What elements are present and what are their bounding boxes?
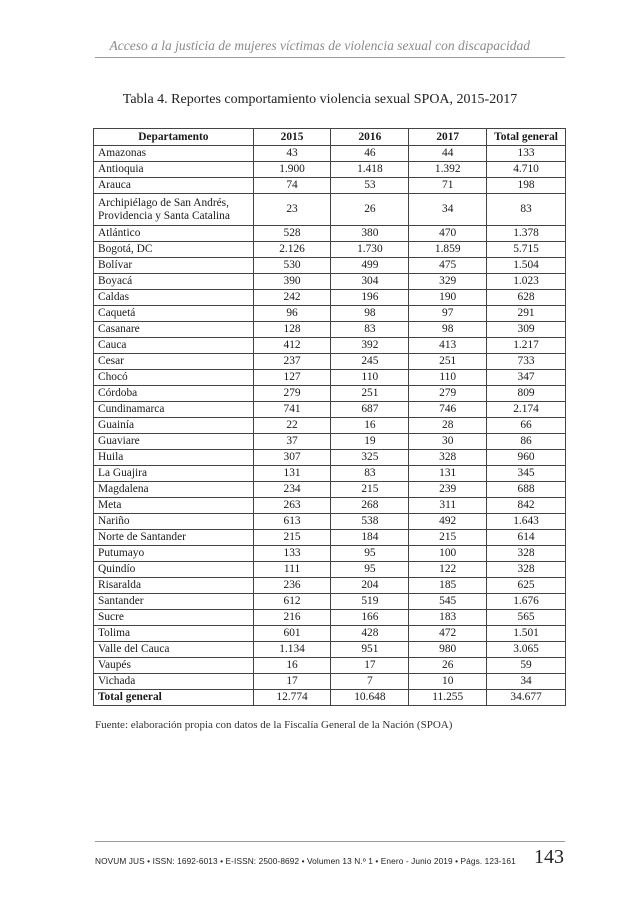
cell-value-2017: 239 <box>409 482 487 498</box>
cell-value-total: 86 <box>487 434 566 450</box>
table-row <box>94 258 566 274</box>
cell-departamento: Cauca <box>94 338 254 354</box>
total-2016: 10.648 <box>331 690 409 706</box>
table-row <box>94 450 566 466</box>
cell-value-total: 1.643 <box>487 514 566 530</box>
cell-value-2015: 601 <box>253 626 331 642</box>
cell-value-2016: 392 <box>331 338 409 354</box>
cell-value-total: 2.174 <box>487 402 566 418</box>
cell-value-2017: 110 <box>409 370 487 386</box>
cell-value-2017: 71 <box>409 178 487 194</box>
cell-departamento: La Guajira <box>94 466 254 482</box>
cell-value-2015: 127 <box>253 370 331 386</box>
cell-value-total: 809 <box>487 386 566 402</box>
cell-value-2015: 612 <box>253 594 331 610</box>
cell-value-2015: 1.134 <box>253 642 331 658</box>
cell-value-2017: 746 <box>409 402 487 418</box>
cell-value-2017: 329 <box>409 274 487 290</box>
cell-value-2015: 128 <box>253 322 331 338</box>
cell-value-2016: 519 <box>331 594 409 610</box>
cell-departamento: Boyacá <box>94 274 254 290</box>
cell-value-2017: 1.859 <box>409 242 487 258</box>
cell-departamento: Atlántico <box>94 226 254 242</box>
cell-value-2017: 251 <box>409 354 487 370</box>
cell-departamento: Chocó <box>94 370 254 386</box>
cell-departamento: Magdalena <box>94 482 254 498</box>
cell-value-total: 1.378 <box>487 226 566 242</box>
cell-value-total: 83 <box>487 194 566 226</box>
cell-value-2017: 28 <box>409 418 487 434</box>
cell-value-2016: 83 <box>331 322 409 338</box>
cell-value-2016: 251 <box>331 386 409 402</box>
cell-value-total: 565 <box>487 610 566 626</box>
cell-value-2017: 279 <box>409 386 487 402</box>
cell-value-2015: 236 <box>253 578 331 594</box>
table-row <box>94 194 566 226</box>
cell-value-total: 1.676 <box>487 594 566 610</box>
cell-value-2016: 46 <box>331 146 409 162</box>
cell-value-2017: 980 <box>409 642 487 658</box>
cell-departamento: Caquetá <box>94 306 254 322</box>
cell-value-2015: 133 <box>253 546 331 562</box>
table-row <box>94 562 566 578</box>
cell-departamento: Risaralda <box>94 578 254 594</box>
cell-value-total: 688 <box>487 482 566 498</box>
cell-value-2015: 242 <box>253 290 331 306</box>
cell-value-2015: 530 <box>253 258 331 274</box>
table-row <box>94 658 566 674</box>
cell-value-2016: 95 <box>331 562 409 578</box>
cell-value-2015: 216 <box>253 610 331 626</box>
total-2015: 12.774 <box>253 690 331 706</box>
cell-value-2015: 1.900 <box>253 162 331 178</box>
cell-value-2017: 492 <box>409 514 487 530</box>
cell-departamento: Sucre <box>94 610 254 626</box>
cell-value-2017: 545 <box>409 594 487 610</box>
cell-value-2015: 234 <box>253 482 331 498</box>
cell-value-2016: 1.730 <box>331 242 409 258</box>
table-row <box>94 610 566 626</box>
cell-departamento: Putumayo <box>94 546 254 562</box>
cell-value-2017: 183 <box>409 610 487 626</box>
cell-departamento: Amazonas <box>94 146 254 162</box>
cell-value-2015: 279 <box>253 386 331 402</box>
cell-value-total: 309 <box>487 322 566 338</box>
table-row <box>94 530 566 546</box>
cell-value-2016: 166 <box>331 610 409 626</box>
table-header-row <box>94 129 566 146</box>
header-departamento: Departamento <box>94 129 254 146</box>
total-general: 34.677 <box>487 690 566 706</box>
table-row <box>94 578 566 594</box>
cell-value-2015: 2.126 <box>253 242 331 258</box>
page-number: 143 <box>534 846 564 868</box>
cell-value-total: 345 <box>487 466 566 482</box>
cell-value-total: 34 <box>487 674 566 690</box>
cell-departamento: Guaviare <box>94 434 254 450</box>
cell-value-2015: 74 <box>253 178 331 194</box>
cell-departamento: Huila <box>94 450 254 466</box>
cell-value-2016: 951 <box>331 642 409 658</box>
cell-value-2017: 10 <box>409 674 487 690</box>
total-row <box>94 690 566 706</box>
cell-value-total: 198 <box>487 178 566 194</box>
running-head: Acceso a la justicia de mujeres víctimas de violencia sexual con discapacidad <box>109 38 530 53</box>
cell-value-2016: 428 <box>331 626 409 642</box>
cell-departamento: Córdoba <box>94 386 254 402</box>
cell-value-2017: 98 <box>409 322 487 338</box>
cell-value-2015: 237 <box>253 354 331 370</box>
table-row <box>94 370 566 386</box>
cell-value-2017: 472 <box>409 626 487 642</box>
cell-value-total: 1.504 <box>487 258 566 274</box>
cell-value-total: 328 <box>487 546 566 562</box>
table-caption: Tabla 4. Reportes comportamiento violencia sexual SPOA, 2015-2017 <box>122 92 518 107</box>
cell-departamento: Tolima <box>94 626 254 642</box>
cell-value-2017: 311 <box>409 498 487 514</box>
cell-departamento: Antioquia <box>94 162 254 178</box>
cell-value-2015: 111 <box>253 562 331 578</box>
table-row <box>94 546 566 562</box>
cell-value-2017: 185 <box>409 578 487 594</box>
cell-value-2017: 34 <box>409 194 487 226</box>
table-row <box>94 146 566 162</box>
table-row <box>94 514 566 530</box>
cell-departamento: Bolívar <box>94 258 254 274</box>
table-row <box>94 466 566 482</box>
table-row <box>94 242 566 258</box>
cell-value-2016: 98 <box>331 306 409 322</box>
table-row <box>94 386 566 402</box>
cell-value-2017: 475 <box>409 258 487 274</box>
cell-departamento: Bogotá, DC <box>94 242 254 258</box>
cell-value-2015: 23 <box>253 194 331 226</box>
cell-departamento: Caldas <box>94 290 254 306</box>
header-total: Total general <box>487 129 566 146</box>
cell-departamento: Vichada <box>94 674 254 690</box>
cell-value-total: 1.217 <box>487 338 566 354</box>
data-table <box>93 128 566 706</box>
cell-value-2016: 215 <box>331 482 409 498</box>
table-row <box>94 642 566 658</box>
cell-departamento: Arauca <box>94 178 254 194</box>
cell-value-total: 1.023 <box>487 274 566 290</box>
cell-value-2015: 263 <box>253 498 331 514</box>
cell-value-2016: 196 <box>331 290 409 306</box>
total-label: Total general <box>94 690 254 706</box>
cell-value-2016: 499 <box>331 258 409 274</box>
table-row <box>94 626 566 642</box>
footer-rule <box>95 841 565 842</box>
header-2016: 2016 <box>331 129 409 146</box>
table-row <box>94 162 566 178</box>
cell-value-2015: 131 <box>253 466 331 482</box>
total-2017: 11.255 <box>409 690 487 706</box>
cell-value-total: 960 <box>487 450 566 466</box>
cell-value-total: 625 <box>487 578 566 594</box>
cell-value-2015: 96 <box>253 306 331 322</box>
cell-value-2015: 37 <box>253 434 331 450</box>
journal-footer: NOVUM JUS • ISSN: 1692-6013 • E-ISSN: 2500-8692 • Volumen 13 N.º 1 • Enero - Junio 2019 • Págs. 123-161 <box>95 856 516 866</box>
table-row <box>94 482 566 498</box>
table-row <box>94 434 566 450</box>
cell-value-total: 733 <box>487 354 566 370</box>
cell-value-2016: 380 <box>331 226 409 242</box>
cell-departamento: Meta <box>94 498 254 514</box>
cell-value-2016: 325 <box>331 450 409 466</box>
cell-value-2017: 470 <box>409 226 487 242</box>
cell-value-total: 291 <box>487 306 566 322</box>
cell-value-total: 4.710 <box>487 162 566 178</box>
cell-value-2017: 215 <box>409 530 487 546</box>
cell-value-2015: 22 <box>253 418 331 434</box>
cell-value-2017: 100 <box>409 546 487 562</box>
source-note: Fuente: elaboración propia con datos de la Fiscalía General de la Nación (SPOA) <box>95 719 453 731</box>
table-row <box>94 594 566 610</box>
cell-value-2015: 412 <box>253 338 331 354</box>
cell-value-2015: 741 <box>253 402 331 418</box>
header-2015: 2015 <box>253 129 331 146</box>
cell-value-total: 614 <box>487 530 566 546</box>
cell-departamento: Nariño <box>94 514 254 530</box>
cell-value-total: 842 <box>487 498 566 514</box>
table-row <box>94 290 566 306</box>
cell-departamento: Archipiélago de San Andrés, Providencia y Santa Catalina <box>94 194 254 226</box>
cell-value-2015: 528 <box>253 226 331 242</box>
cell-value-2016: 16 <box>331 418 409 434</box>
cell-value-2016: 687 <box>331 402 409 418</box>
cell-value-2016: 53 <box>331 178 409 194</box>
cell-value-2017: 122 <box>409 562 487 578</box>
cell-value-total: 628 <box>487 290 566 306</box>
cell-value-2015: 613 <box>253 514 331 530</box>
cell-departamento: Quindío <box>94 562 254 578</box>
table-row <box>94 306 566 322</box>
cell-departamento: Cesar <box>94 354 254 370</box>
cell-value-2017: 328 <box>409 450 487 466</box>
cell-value-total: 66 <box>487 418 566 434</box>
cell-value-2017: 26 <box>409 658 487 674</box>
cell-value-2015: 307 <box>253 450 331 466</box>
cell-value-total: 1.501 <box>487 626 566 642</box>
cell-value-2016: 110 <box>331 370 409 386</box>
cell-value-2016: 245 <box>331 354 409 370</box>
cell-value-total: 328 <box>487 562 566 578</box>
cell-value-total: 5.715 <box>487 242 566 258</box>
cell-value-2016: 83 <box>331 466 409 482</box>
cell-value-2017: 413 <box>409 338 487 354</box>
table-row <box>94 674 566 690</box>
table-row <box>94 498 566 514</box>
table-row <box>94 402 566 418</box>
table-row <box>94 354 566 370</box>
cell-value-2016: 538 <box>331 514 409 530</box>
cell-value-total: 133 <box>487 146 566 162</box>
table-row <box>94 338 566 354</box>
cell-value-2016: 19 <box>331 434 409 450</box>
cell-value-2015: 390 <box>253 274 331 290</box>
cell-departamento: Norte de Santander <box>94 530 254 546</box>
cell-value-2016: 95 <box>331 546 409 562</box>
header-2017: 2017 <box>409 129 487 146</box>
cell-value-total: 59 <box>487 658 566 674</box>
table-body <box>94 146 566 690</box>
cell-value-2017: 97 <box>409 306 487 322</box>
table-row <box>94 418 566 434</box>
table-row <box>94 226 566 242</box>
cell-departamento: Guainía <box>94 418 254 434</box>
cell-value-2015: 17 <box>253 674 331 690</box>
cell-departamento: Vaupés <box>94 658 254 674</box>
cell-departamento: Santander <box>94 594 254 610</box>
cell-value-2016: 184 <box>331 530 409 546</box>
cell-value-2016: 304 <box>331 274 409 290</box>
cell-value-2015: 16 <box>253 658 331 674</box>
cell-value-total: 347 <box>487 370 566 386</box>
table-row <box>94 322 566 338</box>
cell-value-2016: 1.418 <box>331 162 409 178</box>
cell-value-total: 3.065 <box>487 642 566 658</box>
cell-value-2016: 17 <box>331 658 409 674</box>
cell-value-2017: 44 <box>409 146 487 162</box>
table-row <box>94 274 566 290</box>
cell-value-2015: 43 <box>253 146 331 162</box>
header-rule <box>95 57 565 58</box>
cell-value-2015: 215 <box>253 530 331 546</box>
cell-departamento: Valle del Cauca <box>94 642 254 658</box>
cell-value-2017: 131 <box>409 466 487 482</box>
cell-value-2017: 190 <box>409 290 487 306</box>
cell-value-2016: 7 <box>331 674 409 690</box>
cell-value-2016: 204 <box>331 578 409 594</box>
cell-value-2016: 268 <box>331 498 409 514</box>
cell-value-2016: 26 <box>331 194 409 226</box>
cell-value-2017: 30 <box>409 434 487 450</box>
cell-value-2017: 1.392 <box>409 162 487 178</box>
cell-departamento: Casanare <box>94 322 254 338</box>
table-row <box>94 178 566 194</box>
cell-departamento: Cundinamarca <box>94 402 254 418</box>
